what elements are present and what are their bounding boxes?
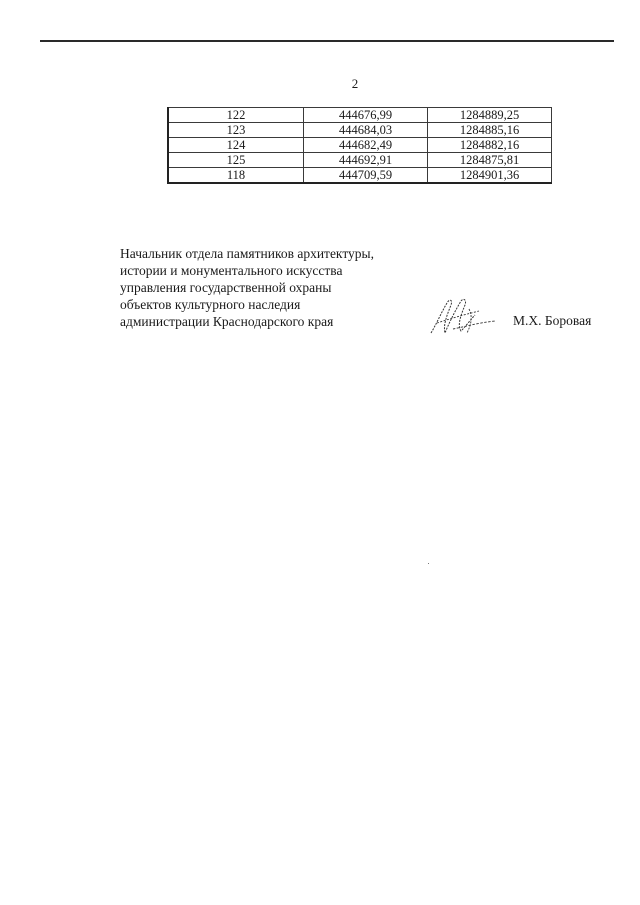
signer-name: М.Х. Боровая: [513, 313, 592, 328]
scan-speck: [428, 563, 429, 564]
table-row: [168, 138, 552, 153]
y-coordinate-cell: 1284901,36: [428, 168, 552, 184]
point-number-cell: 123: [168, 123, 304, 138]
point-number-cell: 125: [168, 153, 304, 168]
signatory-title-line: администрации Краснодарского края: [120, 314, 334, 329]
y-coordinate-cell: 1284875,81: [428, 153, 552, 168]
page-number: 2: [351, 76, 359, 91]
x-coordinate-cell: 444709,59: [304, 168, 428, 184]
x-coordinate-cell: 444682,49: [304, 138, 428, 153]
table-row: [168, 153, 552, 168]
table-row: [168, 168, 552, 184]
point-number-cell: 124: [168, 138, 304, 153]
coordinates-table: [167, 107, 552, 184]
table-row: [168, 123, 552, 138]
top-rule: [40, 40, 614, 42]
point-number-cell: 122: [168, 108, 304, 123]
signatory-title-line: объектов культурного наследия: [120, 297, 301, 312]
handwritten-signature: [423, 293, 503, 343]
table-row: [168, 108, 552, 123]
y-coordinate-cell: 1284882,16: [428, 138, 552, 153]
signatory-title-line: истории и монументального искусства: [120, 263, 343, 278]
x-coordinate-cell: 444692,91: [304, 153, 428, 168]
signatory-title: [120, 245, 374, 330]
y-coordinate-cell: 1284889,25: [428, 108, 552, 123]
x-coordinate-cell: 444676,99: [304, 108, 428, 123]
x-coordinate-cell: 444684,03: [304, 123, 428, 138]
y-coordinate-cell: 1284885,16: [428, 123, 552, 138]
signatory-title-line: управления государственной охраны: [120, 280, 332, 295]
signatory-title-line: Начальник отдела памятников архитектуры,: [120, 246, 374, 261]
point-number-cell: 118: [168, 168, 304, 184]
